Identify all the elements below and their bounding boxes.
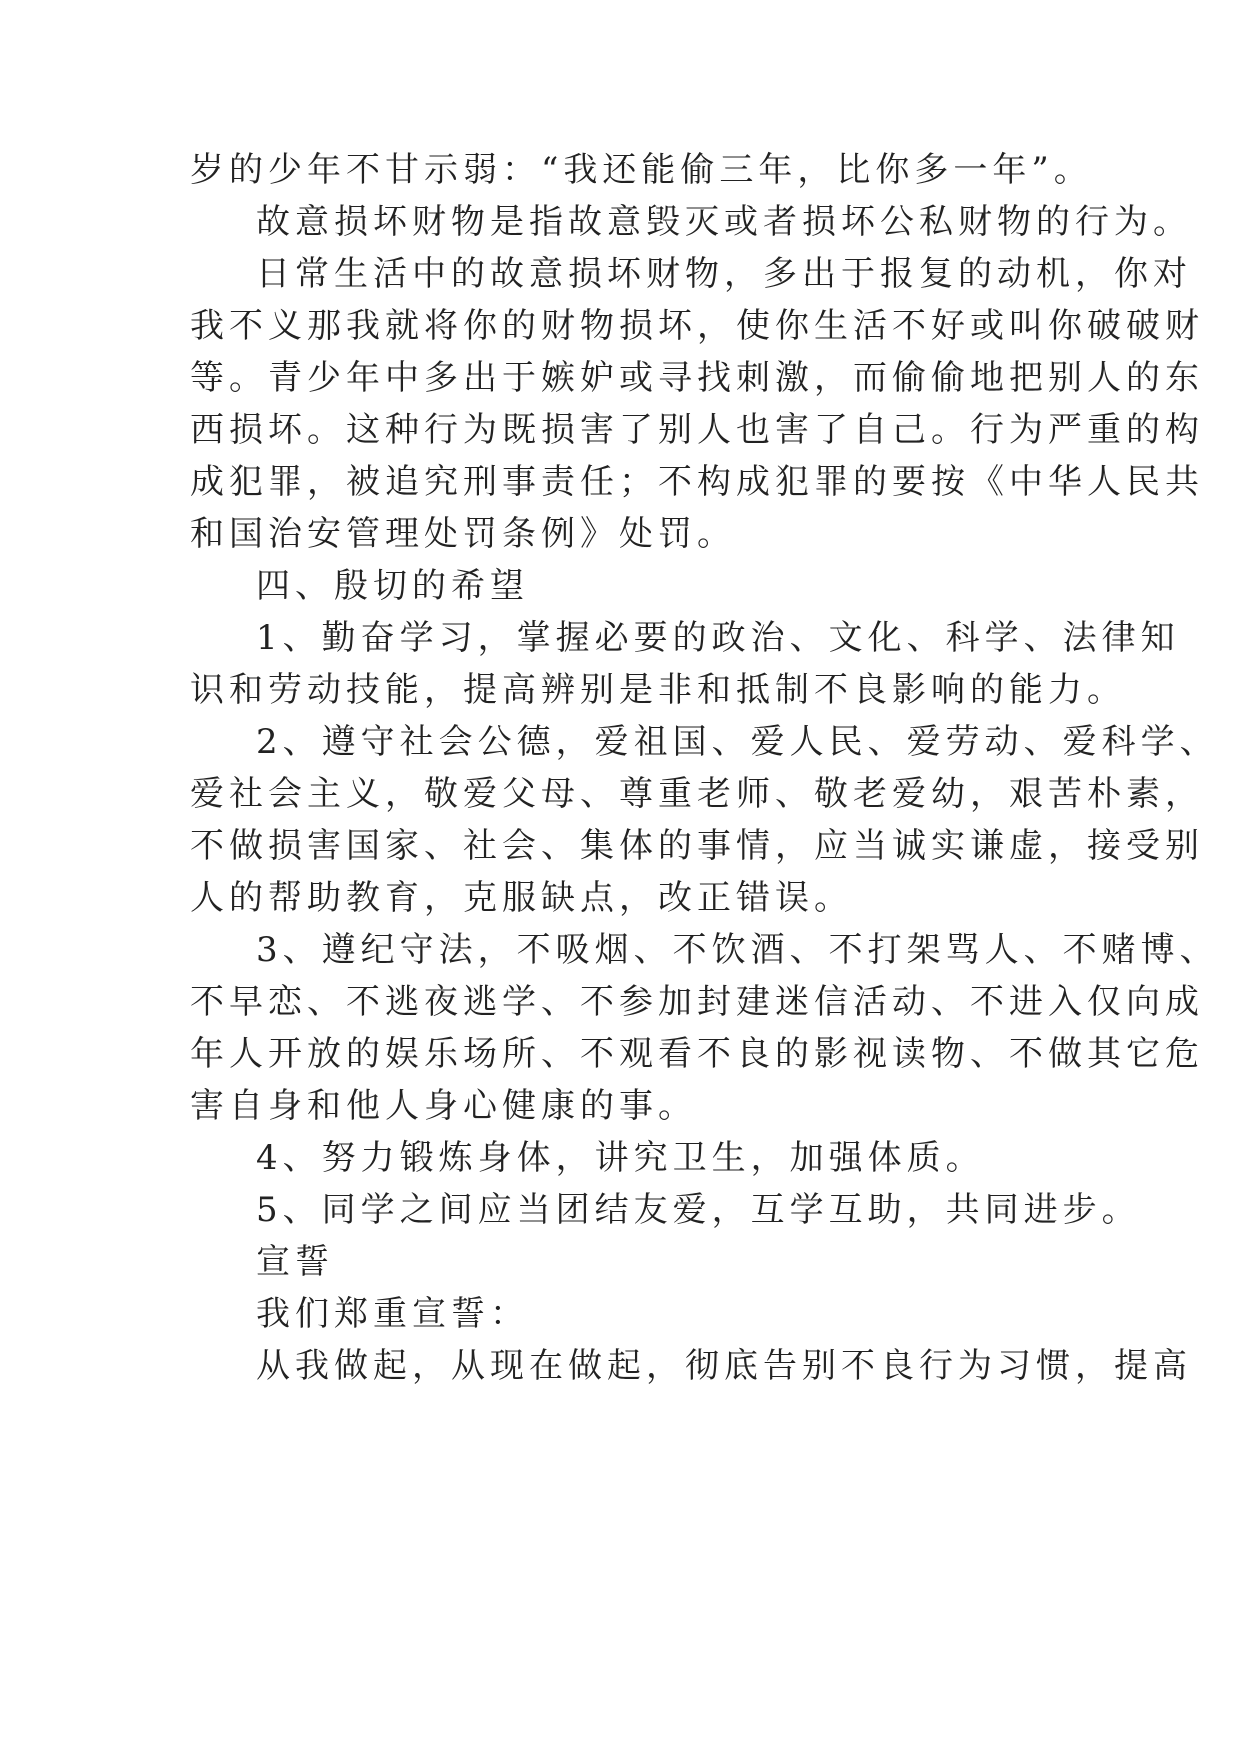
text-line-7: 成犯罪，被追究刑事责任；不构成犯罪的要按《中华人民共 [190, 462, 1204, 502]
text-line-10: 1、勤奋学习，掌握必要的政治、文化、科学、法律知 [256, 618, 1180, 658]
section-heading: 四、殷切的希望 [256, 566, 529, 606]
text-line-24: 从我做起，从现在做起，彻底告别不良行为习惯，提高 [256, 1346, 1192, 1386]
text-line-4: 我不义那我就将你的财物损坏，使你生活不好或叫你破破财 [190, 306, 1204, 346]
text-line-16: 3、遵纪守法，不吸烟、不饮酒、不打架骂人、不赌博、 [256, 930, 1219, 970]
text-line-6: 西损坏。这种行为既损害了别人也害了自己。行为严重的构 [190, 410, 1204, 450]
text-line-20: 4、努力锻炼身体，讲究卫生，加强体质。 [256, 1138, 985, 1178]
text-line-18: 年人开放的娱乐场所、不观看不良的影视读物、不做其它危 [190, 1034, 1204, 1074]
text-line-13: 爱社会主义，敬爱父母、尊重老师、敬老爱幼，艰苦朴素， [190, 774, 1204, 814]
oath-heading: 宣誓 [256, 1242, 334, 1282]
text-line-2: 故意损坏财物是指故意毁灭或者损坏公私财物的行为。 [256, 202, 1192, 242]
text-line-5: 等。青少年中多出于嫉妒或寻找刺激，而偷偷地把别人的东 [190, 358, 1204, 398]
text-line-3: 日常生活中的故意损坏财物，多出于报复的动机，你对 [256, 254, 1192, 294]
text-line-12: 2、遵守社会公德，爱祖国、爱人民、爱劳动、爱科学、 [256, 722, 1219, 762]
text-line-15: 人的帮助教育，克服缺点，改正错误。 [190, 878, 853, 918]
text-line-11: 识和劳动技能，提高辨别是非和抵制不良影响的能力。 [190, 670, 1126, 710]
text-line-23: 我们郑重宣誓： [256, 1294, 529, 1334]
text-line-14: 不做损害国家、社会、集体的事情，应当诚实谦虚，接受别 [190, 826, 1204, 866]
text-line-19: 害自身和他人身心健康的事。 [190, 1086, 697, 1126]
text-line-17: 不早恋、不逃夜逃学、不参加封建迷信活动、不进入仅向成 [190, 982, 1204, 1022]
text-line-1: 岁的少年不甘示弱：“我还能偷三年，比你多一年”。 [190, 150, 1093, 190]
text-line-8: 和国治安管理处罚条例》处罚。 [190, 514, 736, 554]
text-line-21: 5、同学之间应当团结友爱，互学互助，共同进步。 [256, 1190, 1141, 1230]
